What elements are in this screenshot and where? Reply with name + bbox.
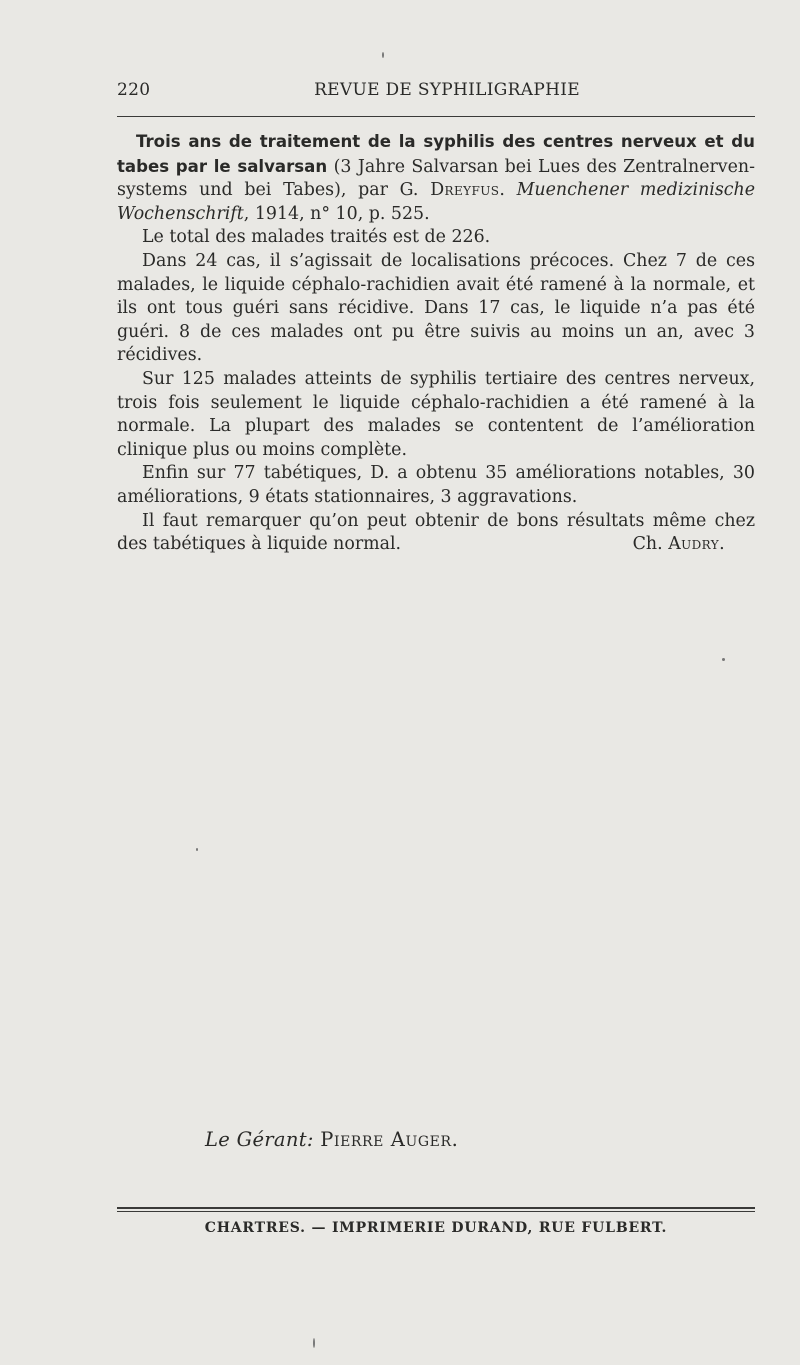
article-title: Trois ans de traitement de la syphilis des centres nerveux et du tabes par le salvarsan xyxy=(117,132,755,176)
closing-text: Il faut remarquer qu’on peut obtenir de bons résultats même chez des tabétiques à liquide normal. xyxy=(117,510,755,555)
paper-speck xyxy=(196,848,198,851)
reviewer-signature xyxy=(608,533,725,557)
gerant-line xyxy=(205,1128,458,1151)
article-heading xyxy=(117,130,755,226)
article-subtitle: (3 Jahre Salvarsan bei Lues des Zentralnerven-systems und bei Tabes), par G. xyxy=(117,156,755,201)
closing-paragraph xyxy=(117,510,755,557)
paper-speck xyxy=(313,1338,315,1348)
header-rule xyxy=(117,116,755,117)
paper-speck xyxy=(722,658,725,661)
paper-speck xyxy=(382,52,384,58)
gerant-name: Pierre Auger. xyxy=(320,1128,459,1151)
author-separator: . xyxy=(499,180,517,201)
footer-rule-thick xyxy=(117,1207,755,1209)
paragraph: Sur 125 malades atteints de syphilis tertiaire des centres nerveux, trois fois seulement le liquide céphalo-rachidien a été ramené à la normale. La plupart des malades se contentent de l’amélioration clinique plus ou moins complète. xyxy=(117,368,755,460)
paragraph: Le total des malades traités est de 226. xyxy=(142,227,491,248)
signature-initial: Ch. xyxy=(632,534,669,555)
printer-imprint: CHARTRES. — IMPRIMERIE DURAND, RUE FULBERT. xyxy=(204,1220,668,1236)
source-journal: Muenchener medizinische Wochenschrift xyxy=(117,180,755,224)
citation-details: , 1914, n° 10, p. 525. xyxy=(243,203,430,224)
footer-rule-thin xyxy=(117,1211,755,1212)
signature-name: Audry. xyxy=(668,534,725,555)
article-body xyxy=(117,130,755,557)
running-head xyxy=(117,80,755,104)
journal-title: REVUE DE SYPHILIGRAPHIE xyxy=(314,80,580,100)
gerant-label: Le Gérant: xyxy=(205,1128,314,1151)
page-number: 220 xyxy=(117,80,151,100)
article-author: Dreyfus xyxy=(430,180,500,201)
paragraph: Dans 24 cas, il s’agissait de localisations précoces. Chez 7 de ces malades, le liquide céphalo-rachidien avait été ramené à la normale, et ils ont tous guéri sans récidive. Dans 17 cas, le liquide n’a pas été guéri. 8 de ces malades ont pu être suivis au moins un an, avec 3 récidives. xyxy=(117,250,755,366)
paragraph: Enfin sur 77 tabétiques, D. a obtenu 35 améliorations notables, 30 améliorations, 9 états stationnaires, 3 aggravations. xyxy=(117,463,755,507)
